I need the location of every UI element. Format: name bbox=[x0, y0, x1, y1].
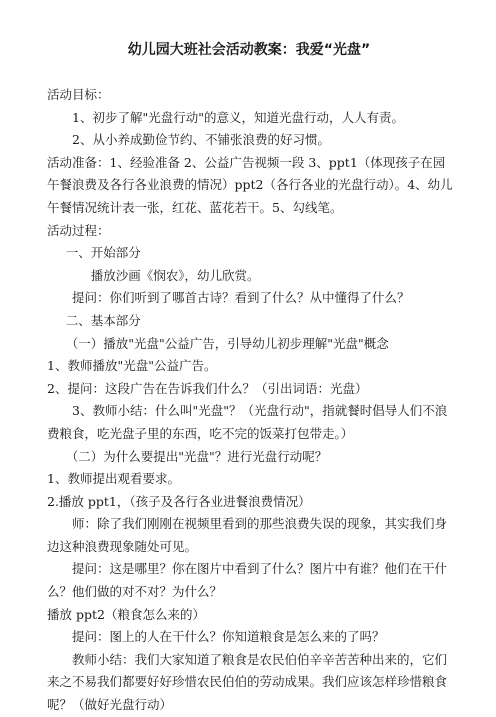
paragraph: 3、教师小结：什么叫"光盘"？（光盘行动"，指就餐时倡导人们不浪费粮食，吃光盘子里的东西，吃不完的饭菜打包带走。） bbox=[47, 403, 448, 441]
paragraph: 一、开始部分 bbox=[65, 245, 141, 261]
paragraph: 2、从小养成勤俭节约、不铺张浪费的好习惯。 bbox=[72, 132, 330, 148]
paragraph: 二、基本部分 bbox=[65, 312, 141, 328]
paragraph: 活动准备：1、经验准备 2、公益广告视频一段 3、ppt1（体现孩子在园午餐浪费及各行各业浪费的情况）ppt2（各行各业的光盘行动）。4、幼儿午餐情况统计表一张，红花、蓝花若干。5、勾线笔。 bbox=[47, 154, 453, 215]
paragraph: （一）播放"光盘"公益广告，引导幼儿初步理解"光盘"概念 bbox=[65, 335, 389, 351]
paragraph: 2.播放 ppt1，（孩子及各行各业进餐浪费情况） bbox=[47, 493, 311, 509]
paragraph: 提问：图上的人在干什么？你知道粮食是怎么来的了吗？ bbox=[72, 629, 385, 645]
document-body bbox=[47, 84, 456, 717]
paragraph: 1、教师播放"光盘"公益广告。 bbox=[47, 358, 217, 374]
paragraph: 活动过程： bbox=[47, 222, 110, 238]
paragraph: 师：除了我们刚刚在视频里看到的那些浪费失误的现象，其实我们身边这种浪费现象随处可见。 bbox=[47, 516, 448, 554]
paragraph: 2、提问：这段广告在告诉我们什么？（引出词语：光盘） bbox=[47, 380, 368, 396]
paragraph: 1、教师提出观看要求。 bbox=[47, 471, 180, 487]
paragraph: 教师小结：我们大家知道了粮食是农民伯伯辛辛苦苦种出来的，它们来之不易我们都要好好珍惜农民伯伯的劳动成果。我们应该怎样珍惜粮食呢？（做好光盘行动） bbox=[47, 651, 448, 713]
paragraph: 播放 ppt2（粮食怎么来的） bbox=[47, 606, 205, 622]
paragraph: 提问：这是哪里？你在图片中看到了什么？图片中有谁？他们在干什么？他们做的对不对？为什么？ bbox=[47, 561, 448, 600]
paragraph: 1、初步了解"光盘行动"的意义，知道光盘行动，人人有责。 bbox=[72, 109, 404, 125]
paragraph: （二）为什么要提出"光盘"？进行光盘行动呢？ bbox=[65, 448, 328, 464]
paragraph: 活动目标： bbox=[47, 87, 110, 102]
document-title: 幼儿园大班社会活动教案：我爱“光盘” bbox=[127, 42, 371, 58]
paragraph: 提问：你们听到了哪首古诗？看到了什么？从中懂得了什么？ bbox=[72, 290, 410, 306]
paragraph: 播放沙画《悯农》，幼儿欣赏。 bbox=[90, 267, 260, 283]
